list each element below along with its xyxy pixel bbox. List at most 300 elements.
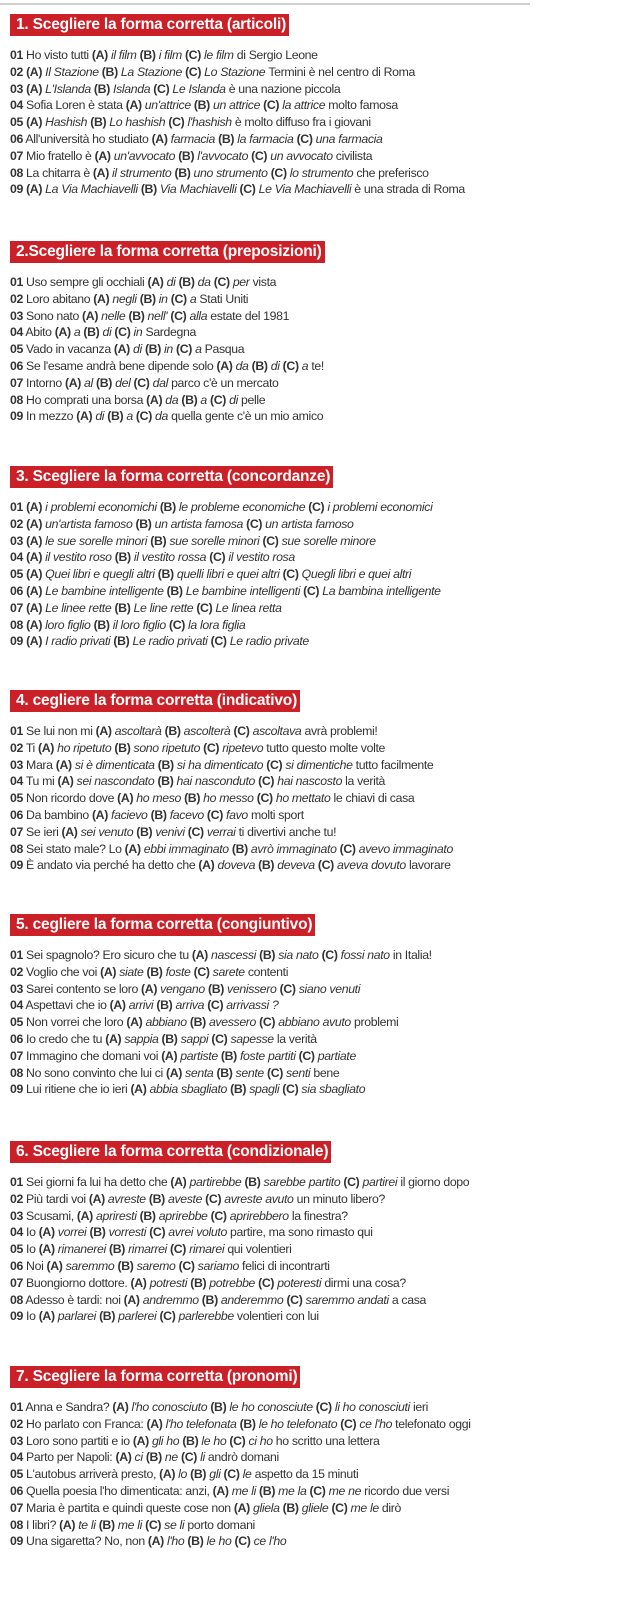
option-text: Le linea retta	[212, 600, 282, 615]
option-text: Le bambine intelligente	[42, 583, 167, 598]
question-item	[10, 583, 639, 600]
question-text: Se ieri	[22, 824, 62, 839]
question-item	[10, 807, 639, 824]
option-letter: (C)	[234, 1534, 251, 1549]
option-text: a	[70, 325, 84, 340]
option-letter: (C)	[263, 98, 280, 113]
option-text: me li	[228, 1483, 260, 1498]
question-item	[10, 47, 639, 64]
option-letter: (A)	[123, 1292, 140, 1307]
option-text: abbiano	[142, 1015, 190, 1030]
question-text: qui volentieri	[227, 1242, 292, 1257]
option-text: Lo hashish	[106, 115, 169, 130]
question-number: 06	[10, 807, 23, 822]
option-text: sia nato	[275, 948, 322, 962]
option-text: in	[130, 325, 146, 340]
option-text: aprirebbero	[226, 1208, 289, 1223]
option-letter: (C)	[209, 550, 226, 565]
option-text: un avvocato	[267, 148, 336, 163]
question-item	[10, 1081, 639, 1098]
option-text: Islanda	[109, 81, 154, 96]
question-text: molti sport	[250, 807, 304, 822]
question-item	[10, 757, 639, 774]
question-item	[10, 181, 639, 198]
option-text: me li	[114, 1517, 146, 1532]
option-letter: (A)	[57, 774, 74, 789]
option-letter: (C)	[282, 358, 299, 373]
option-text: rimanerei	[54, 1242, 109, 1257]
option-letter: (A)	[233, 1500, 250, 1515]
question-item	[10, 1275, 639, 1292]
question-number: 01	[10, 724, 23, 738]
option-text: a	[197, 392, 210, 407]
question-item	[10, 308, 639, 325]
option-letter: (C)	[175, 342, 193, 357]
question-number: 06	[10, 1031, 23, 1046]
option-text: da	[162, 392, 182, 407]
question-text: Maria è partita e quindi queste cose non	[22, 1500, 234, 1515]
option-letter: (A)	[147, 275, 164, 289]
question-number: 05	[10, 1467, 23, 1482]
option-letter: (C)	[339, 841, 356, 856]
question-text: Parto per Napoli:	[22, 1450, 116, 1465]
question-number: 09	[10, 1309, 23, 1324]
option-letter: (C)	[308, 500, 325, 514]
question-text: parco c'è un mercato	[171, 375, 279, 390]
question-text: Sei spagnolo? Ero sicuro che tu	[22, 948, 192, 962]
option-letter: (C)	[259, 1015, 276, 1030]
option-letter: (B)	[114, 550, 131, 565]
question-text: avrà problemi!	[304, 724, 378, 738]
question-text: Pasqua	[204, 342, 245, 357]
question-text: Adesso è tardi: noi	[22, 1292, 124, 1307]
option-text: arrivi	[125, 998, 157, 1013]
option-text: sente	[232, 1065, 267, 1080]
option-text: sapesse	[227, 1031, 277, 1046]
option-text: sappia	[121, 1031, 162, 1046]
question-item	[10, 600, 639, 617]
question-text: è una strada di Roma	[354, 182, 465, 197]
question-item	[10, 324, 639, 341]
option-letter: (C)	[282, 567, 299, 582]
option-letter: (B)	[156, 998, 173, 1013]
option-letter: (A)	[26, 634, 43, 649]
option-letter: (A)	[147, 1534, 164, 1549]
question-text: un minuto libero?	[293, 1191, 385, 1206]
option-letter: (B)	[83, 325, 100, 340]
option-letter: (C)	[321, 948, 338, 962]
option-text: la farmacia	[234, 131, 297, 146]
question-number: 08	[10, 1292, 23, 1307]
question-number: 08	[10, 165, 23, 180]
section-title: 7. Scegliere la forma corretta (pronomi)	[10, 1366, 300, 1388]
option-letter: (C)	[196, 600, 213, 615]
option-letter: (C)	[168, 617, 185, 632]
option-letter: (A)	[54, 325, 71, 340]
option-text: da	[194, 275, 214, 289]
question-text: vista	[252, 275, 277, 289]
option-text: l'ho conosciuto	[128, 1400, 211, 1414]
option-text: l'hashish	[184, 115, 235, 130]
option-text: un'attrice	[141, 98, 194, 113]
question-text: Stati Uniti	[199, 291, 249, 306]
option-text: partiate	[314, 1048, 356, 1063]
option-letter: (B)	[244, 1175, 261, 1189]
question-text: la verità	[345, 774, 386, 789]
question-item	[10, 1224, 639, 1241]
option-letter: (B)	[251, 358, 268, 373]
option-text: aveva dovuto	[333, 858, 409, 873]
question-number: 05	[10, 791, 23, 806]
question-number: 03	[10, 308, 23, 323]
option-text: Le line rette	[130, 600, 197, 615]
option-letter: (B)	[166, 583, 183, 598]
option-text: fossi nato	[337, 948, 393, 962]
option-text: farmacia	[167, 131, 219, 146]
question-text: Non ricordo dove	[22, 791, 118, 806]
question-number: 08	[10, 617, 23, 632]
option-letter: (B)	[282, 1500, 299, 1515]
option-text: li ho conosciuti	[331, 1400, 410, 1414]
option-text: facievo	[107, 807, 151, 822]
option-letter: (C)	[209, 392, 227, 407]
option-letter: (B)	[136, 824, 153, 839]
question-number: 01	[10, 500, 23, 514]
option-letter: (B)	[258, 858, 275, 873]
option-text: al	[80, 375, 96, 390]
question-text: telefonato oggi	[392, 1416, 471, 1431]
question-list	[10, 274, 639, 425]
option-text: negli	[109, 291, 140, 306]
question-number: 02	[10, 64, 23, 79]
question-number: 08	[10, 1065, 23, 1080]
option-letter: (C)	[170, 1242, 187, 1257]
option-text: partiste	[177, 1048, 221, 1063]
question-item	[10, 617, 639, 634]
option-text: saremmo andati	[302, 1292, 389, 1307]
question-text: Più tardi voi	[22, 1191, 89, 1206]
option-letter: (A)	[26, 115, 43, 130]
option-text: deveva	[274, 858, 318, 873]
option-text: La Stazione	[117, 64, 186, 79]
question-item	[10, 1014, 639, 1031]
option-letter: (A)	[26, 516, 43, 531]
question-number: 01	[10, 1175, 23, 1189]
option-text: vorresti	[105, 1225, 150, 1240]
question-text: Abito	[22, 325, 55, 340]
option-letter: (B)	[93, 81, 110, 96]
question-text: Io credo che tu	[22, 1031, 106, 1046]
option-letter: (C)	[206, 807, 223, 822]
option-text: a	[298, 358, 312, 373]
question-item	[10, 841, 639, 858]
option-text: La Via Machiavelli	[42, 182, 141, 197]
option-letter: (A)	[26, 550, 43, 565]
option-letter: (A)	[117, 791, 134, 806]
question-item	[10, 499, 639, 516]
option-text: la lora figlia	[184, 617, 246, 632]
option-letter: (B)	[96, 375, 113, 390]
option-text: sia sbagliato	[298, 1082, 366, 1097]
option-text: il vestito rosa	[225, 550, 295, 565]
option-letter: (A)	[93, 291, 110, 306]
option-letter: (B)	[182, 1433, 199, 1448]
option-letter: (B)	[99, 1309, 116, 1324]
question-item	[10, 341, 639, 358]
question-text: All'università ho studiato	[22, 131, 152, 146]
option-text: me la	[275, 1483, 310, 1498]
option-letter: (B)	[98, 1517, 115, 1532]
option-text: il strumento	[108, 165, 175, 180]
question-number: 08	[10, 1517, 23, 1532]
option-text: anderemmo	[217, 1292, 287, 1307]
question-item	[10, 64, 639, 81]
option-text: ascoltarà	[111, 724, 165, 738]
option-letter: (B)	[113, 634, 130, 649]
question-text: te!	[311, 358, 324, 373]
option-letter: (B)	[216, 1065, 233, 1080]
question-number: 05	[10, 1015, 23, 1030]
option-text: un artista famosa	[151, 516, 247, 531]
question-text: partire, ma sono rimasto qui	[226, 1225, 373, 1240]
question-text: Anna e Sandra?	[22, 1400, 113, 1414]
option-letter: (B)	[139, 291, 156, 306]
question-item	[10, 165, 639, 182]
option-letter: (C)	[266, 757, 283, 772]
question-text: Termini è nel centro di Roma	[268, 64, 416, 79]
question-text: porto domani	[184, 1517, 255, 1532]
option-text: sei nascondato	[73, 774, 158, 789]
option-letter: (C)	[159, 1309, 176, 1324]
option-text: a	[123, 409, 136, 424]
option-text: vengano	[157, 981, 208, 996]
option-text: ce l'ho	[356, 1416, 393, 1431]
question-item	[10, 533, 639, 550]
option-text: rimarrei	[125, 1242, 171, 1257]
option-letter: (A)	[124, 841, 141, 856]
option-text: sono ripetuto	[130, 740, 204, 755]
question-item	[10, 1517, 639, 1534]
option-letter: (A)	[198, 858, 215, 873]
option-letter: (C)	[340, 1416, 357, 1431]
option-text: parlarei	[54, 1309, 100, 1324]
option-text: potrebbe	[206, 1275, 259, 1290]
option-letter: (A)	[88, 1191, 105, 1206]
question-item	[10, 1031, 639, 1048]
option-text: Il Stazione	[42, 64, 102, 79]
question-text: Aspettavi che io	[22, 998, 110, 1013]
option-text: le ho	[203, 1534, 235, 1549]
question-item	[10, 633, 639, 650]
question-text: È andato via perché ha detto che	[22, 858, 199, 873]
option-text: ho ripetuto	[54, 740, 115, 755]
option-letter: (C)	[168, 115, 185, 130]
option-text: abbia sbagliato	[146, 1082, 231, 1097]
exercise-section-2	[10, 241, 639, 425]
option-letter: (A)	[38, 1225, 55, 1240]
option-text: a	[192, 342, 205, 357]
question-item	[10, 1191, 639, 1208]
exercise-section-3	[10, 466, 639, 650]
option-letter: (A)	[94, 148, 111, 163]
option-letter: (C)	[303, 583, 320, 598]
option-letter: (C)	[135, 409, 152, 424]
option-text: ascoltava	[249, 724, 305, 738]
question-item	[10, 392, 639, 409]
option-text: l'ho	[163, 1534, 188, 1549]
option-text: parlerei	[115, 1309, 160, 1324]
question-list	[10, 947, 639, 1098]
option-letter: (C)	[317, 858, 334, 873]
option-letter: (B)	[146, 964, 163, 979]
exercise-section-7	[10, 1366, 639, 1550]
question-number: 05	[10, 342, 23, 357]
question-text: bene	[310, 1065, 340, 1080]
option-text: me le	[347, 1500, 379, 1515]
option-letter: (B)	[139, 48, 156, 62]
question-number: 01	[10, 948, 23, 962]
option-text: per	[229, 275, 253, 289]
option-text: sue sorelle minori	[166, 533, 263, 548]
option-text: sue sorelle minore	[278, 533, 376, 548]
top-divider	[0, 3, 530, 5]
option-text: andremmo	[139, 1292, 202, 1307]
question-item	[10, 1258, 639, 1275]
option-letter: (A)	[130, 1082, 147, 1097]
option-text: le probleme economiche	[175, 500, 309, 514]
option-text: avrò immaginato	[247, 841, 340, 856]
question-item	[10, 981, 639, 998]
option-text: i problemi economici	[324, 500, 433, 514]
option-text: arrivassi ?	[223, 998, 279, 1013]
option-text: in	[160, 342, 176, 357]
question-text: Ti	[22, 740, 38, 755]
question-number: 09	[10, 409, 23, 424]
question-text: Intorno	[22, 375, 65, 390]
option-letter: (A)	[61, 824, 78, 839]
option-letter: (B)	[187, 1534, 204, 1549]
question-number: 03	[10, 1208, 23, 1223]
option-text: da	[151, 409, 172, 424]
option-letter: (C)	[203, 740, 220, 755]
option-letter: (A)	[26, 81, 43, 96]
question-item	[10, 566, 639, 583]
option-text: di	[92, 409, 108, 424]
option-letter: (C)	[233, 724, 250, 738]
option-text: apriresti	[92, 1208, 140, 1223]
option-text: aveste	[164, 1191, 206, 1206]
option-letter: (C)	[331, 1500, 348, 1515]
option-text: siano venuti	[295, 981, 361, 996]
option-letter: (C)	[149, 1225, 166, 1240]
question-text: Sarei contento se loro	[22, 981, 142, 996]
question-number: 02	[10, 740, 23, 755]
option-letter: (B)	[139, 1208, 156, 1223]
option-text: saremo	[133, 1258, 179, 1273]
option-letter: (C)	[210, 1208, 227, 1223]
option-letter: (C)	[258, 1275, 275, 1290]
option-letter: (C)	[251, 148, 268, 163]
question-list	[10, 499, 639, 650]
question-list	[10, 47, 639, 198]
question-text: pelle	[241, 392, 266, 407]
option-text: ascolterà	[180, 724, 234, 738]
question-item	[10, 1483, 639, 1500]
option-text: alla	[186, 308, 211, 323]
question-item	[10, 1449, 639, 1466]
option-letter: (B)	[181, 392, 198, 407]
option-letter: (C)	[184, 48, 201, 62]
question-item	[10, 997, 639, 1014]
option-text: da	[232, 358, 252, 373]
question-item	[10, 1208, 639, 1225]
question-item	[10, 1292, 639, 1309]
option-letter: (B)	[218, 131, 235, 146]
question-text: il giorno dopo	[397, 1175, 470, 1189]
option-text: sappi	[177, 1031, 212, 1046]
question-number: 08	[10, 841, 23, 856]
option-letter: (A)	[109, 998, 126, 1013]
question-item	[10, 549, 639, 566]
option-letter: (B)	[207, 981, 224, 996]
question-number: 01	[10, 48, 23, 62]
question-number: 09	[10, 1082, 23, 1097]
option-letter: (A)	[141, 981, 158, 996]
question-text: Se l'esame andrà bene dipende solo	[22, 358, 217, 373]
question-text: Noi	[22, 1258, 47, 1273]
option-text: avevo immaginato	[355, 841, 453, 856]
option-letter: (A)	[26, 600, 43, 615]
question-text: dirò	[378, 1500, 402, 1515]
option-text: il film	[107, 48, 140, 62]
question-text: Sardegna	[145, 325, 196, 340]
option-text: un attrice	[209, 98, 264, 113]
option-letter: (B)	[108, 1242, 125, 1257]
question-number: 07	[10, 1275, 23, 1290]
option-letter: (C)	[210, 634, 227, 649]
question-text: andrò domani	[204, 1450, 279, 1465]
question-item	[10, 1174, 639, 1191]
question-number: 01	[10, 1400, 23, 1414]
question-number: 02	[10, 516, 23, 531]
option-text: una farmacia	[312, 131, 383, 146]
option-letter: (B)	[190, 1467, 207, 1482]
section-title: 4. cegliere la forma corretta (indicativo)	[10, 690, 300, 712]
question-text: Da bambino	[22, 807, 92, 822]
question-number: 06	[10, 1483, 23, 1498]
question-text: le chiavi di casa	[333, 791, 415, 806]
question-item	[10, 1241, 639, 1258]
question-text: la verità	[276, 1031, 317, 1046]
question-item	[10, 148, 639, 165]
option-text: si è dimenticata	[71, 757, 158, 772]
option-letter: (C)	[256, 791, 273, 806]
question-number: 03	[10, 757, 23, 772]
option-text: sariamo	[194, 1258, 239, 1273]
option-letter: (B)	[114, 600, 131, 615]
question-item	[10, 1500, 639, 1517]
option-letter: (B)	[230, 1082, 247, 1097]
question-item	[10, 1308, 639, 1325]
option-text: spagli	[246, 1082, 283, 1097]
question-text: Io	[22, 1225, 39, 1240]
option-text: I radio privati	[42, 634, 114, 649]
question-text: Lui ritiene che io ieri	[22, 1082, 131, 1097]
question-number: 09	[10, 858, 23, 873]
option-text: Hashish	[42, 115, 91, 130]
question-number: 06	[10, 1258, 23, 1273]
option-text: partirei	[359, 1175, 398, 1189]
